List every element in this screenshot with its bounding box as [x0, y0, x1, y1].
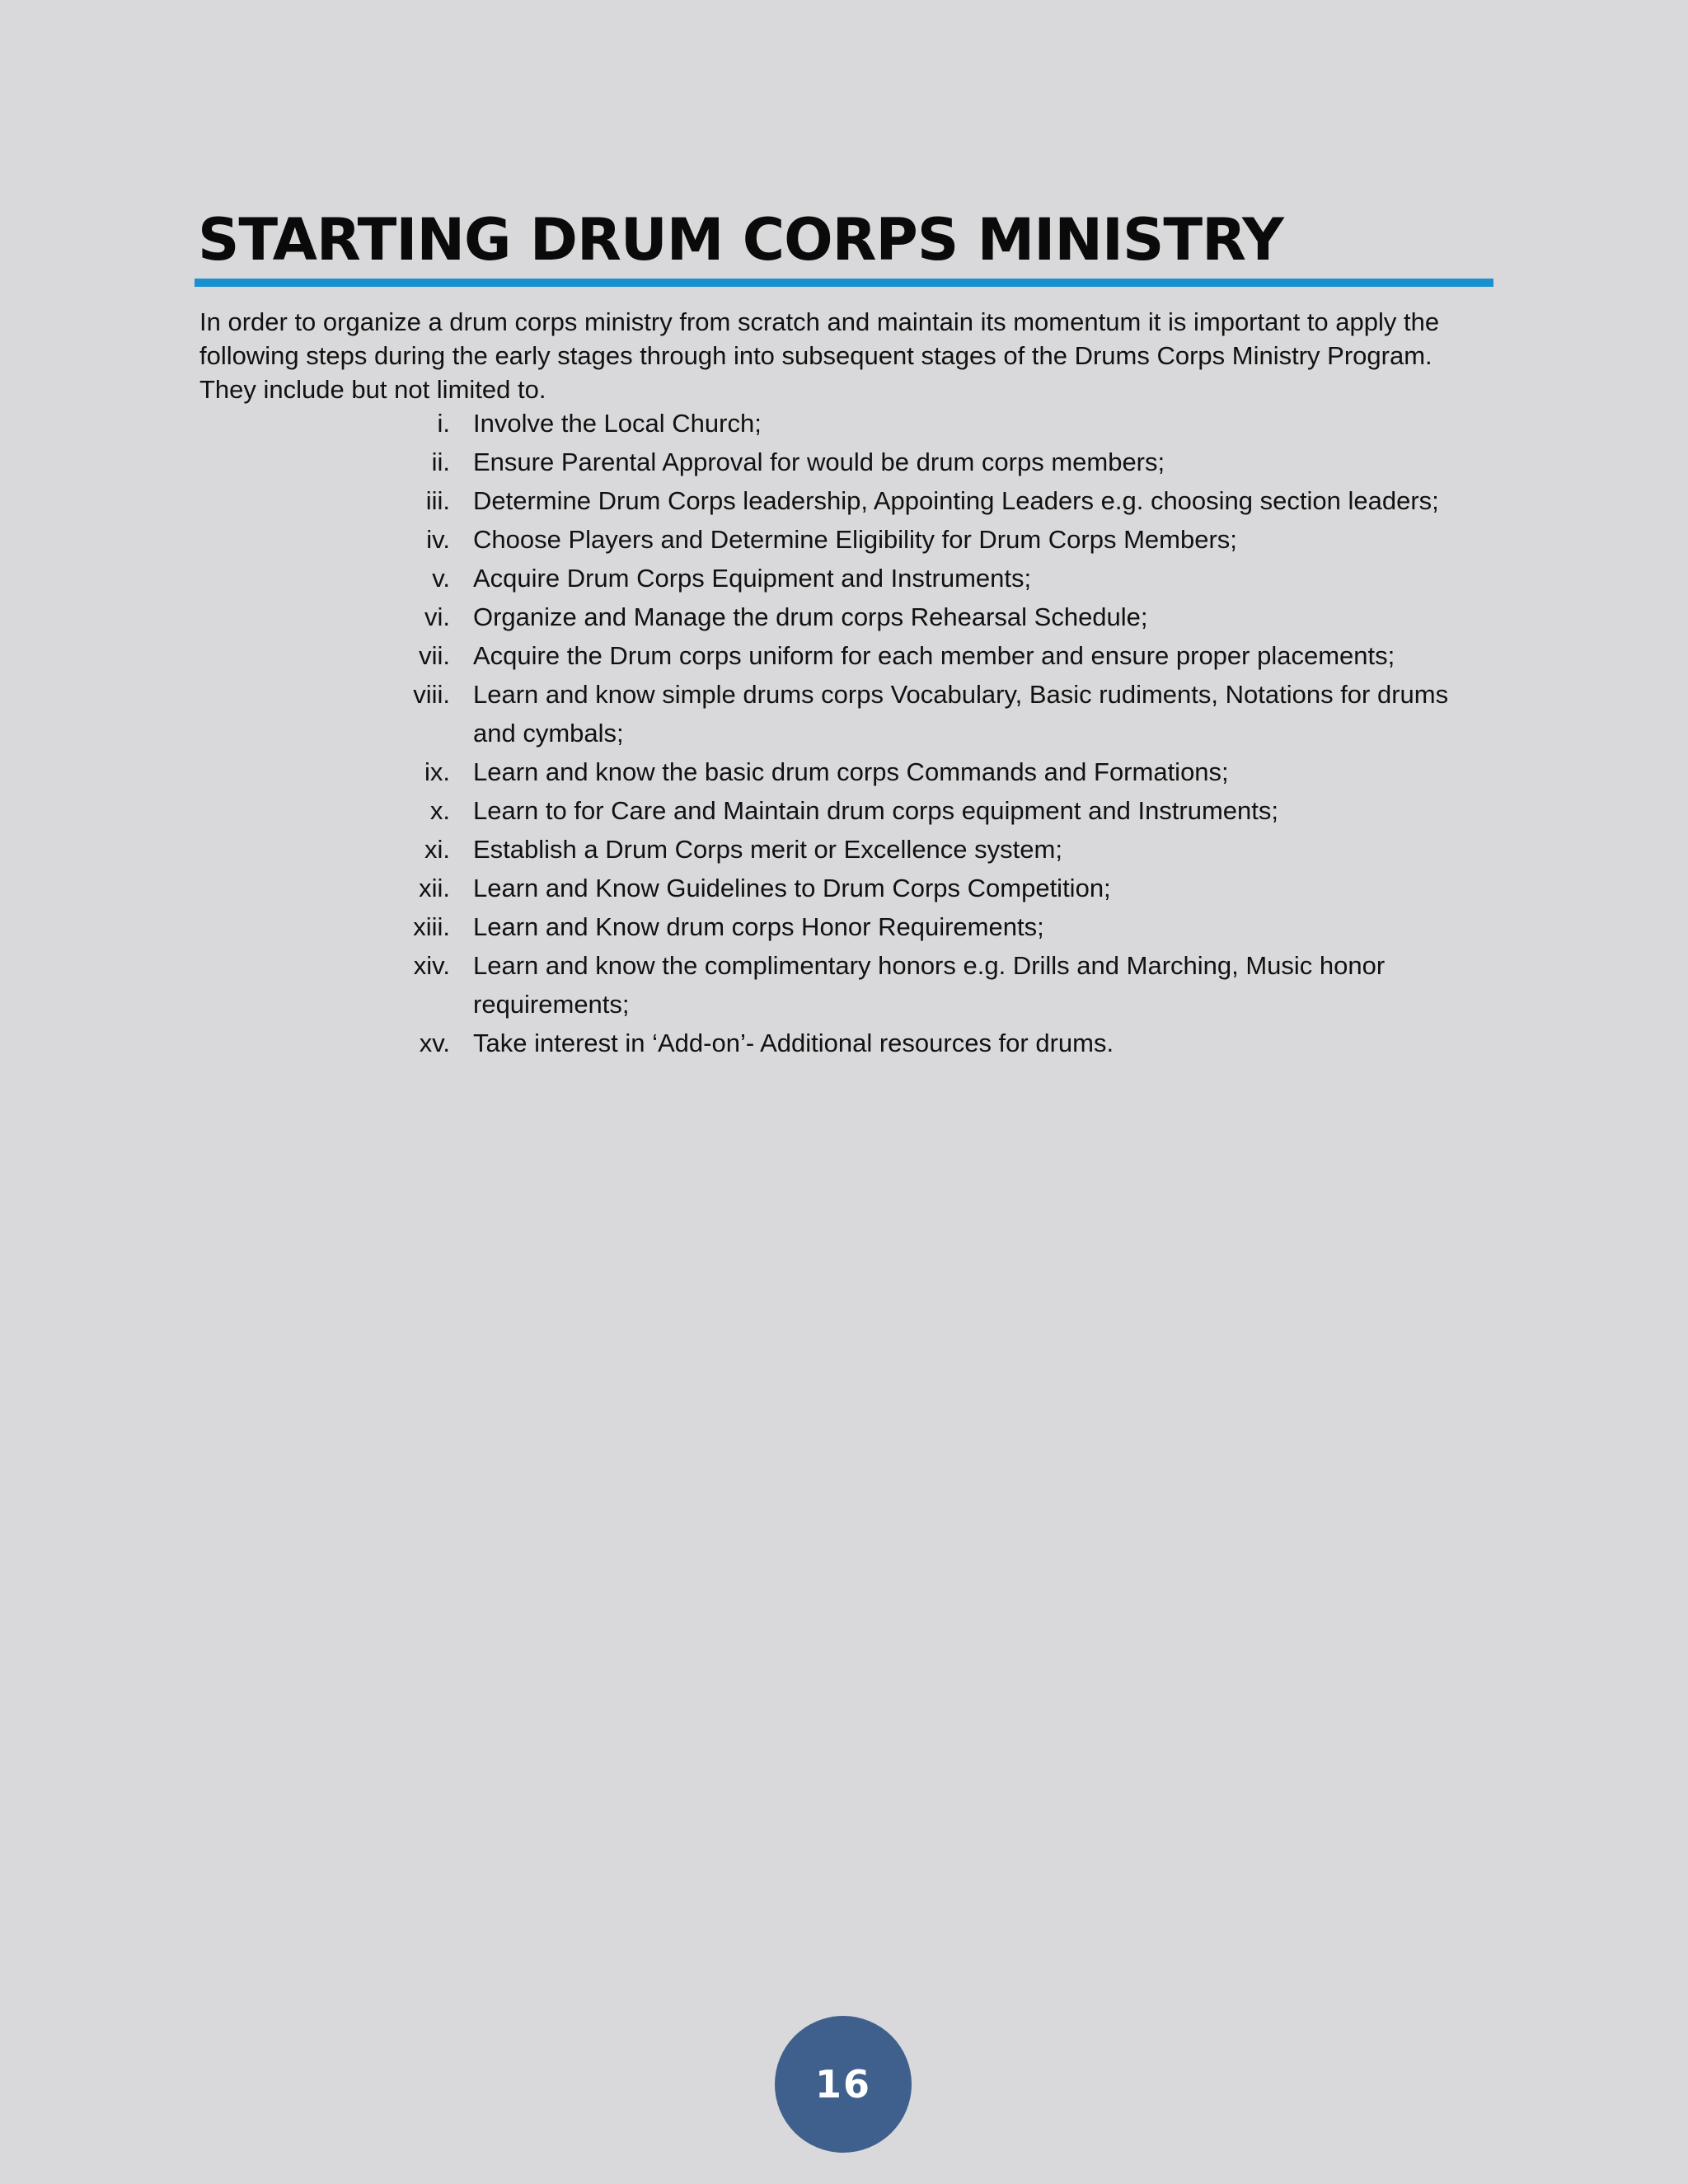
page-title: STARTING DRUM CORPS MINISTRY [198, 206, 1283, 274]
list-item-text: Involve the Local Church; [473, 409, 762, 438]
list-item [396, 869, 1492, 907]
list-item [396, 675, 1492, 752]
list-item-text: Choose Players and Determine Eligibility for Drum Corps Members; [473, 525, 1237, 554]
list-item-text: Determine Drum Corps leadership, Appointing Leaders e.g. choosing section leaders; [473, 486, 1439, 515]
list-item [396, 520, 1492, 559]
list-item [396, 791, 1492, 830]
list-item [396, 907, 1492, 946]
list-item-number: vi. [424, 602, 450, 631]
list-item [396, 752, 1492, 791]
list-item [396, 946, 1492, 1024]
list-item-text: Learn and Know Guidelines to Drum Corps Competition; [473, 874, 1111, 902]
list-item-text: Establish a Drum Corps merit or Excellence system; [473, 835, 1062, 864]
page-number: 16 [814, 2062, 871, 2107]
list-item-number: xiii. [413, 912, 450, 941]
list-item-text: Ensure Parental Approval for would be drum corps members; [473, 448, 1165, 476]
list-item-text: Learn and Know drum corps Honor Requirements; [473, 912, 1044, 941]
list-item-number: vii. [419, 641, 450, 670]
list-item-number: v. [432, 564, 450, 593]
list-item-number: iii. [425, 486, 450, 515]
list-item-text: Learn and know the complimentary honors e.g. Drills and Marching, Music honor requirements; [473, 951, 1386, 1019]
list-item-number: xiv. [413, 951, 450, 980]
list-item-text: Organize and Manage the drum corps Rehearsal Schedule; [473, 602, 1148, 631]
list-item [396, 443, 1492, 481]
list-item-text: Take interest in ‘Add-on’- Additional resources for drums. [473, 1029, 1114, 1057]
page-number-badge [775, 2016, 912, 2153]
intro-paragraph: In order to organize a drum corps ministry from scratch and maintain its momentum it is important to apply the following steps during the early stages through into subsequent stages of the Drums Corps Ministry Program. They include but not limited to. [199, 307, 1440, 404]
list-item-number: x. [429, 796, 450, 825]
list-item-text: Learn and know the basic drum corps Commands and Formations; [473, 757, 1229, 786]
list-item-number: iv. [426, 525, 450, 554]
title-underline [195, 279, 1493, 287]
list-item [396, 830, 1492, 869]
list-item [396, 481, 1492, 520]
list-item-number: xii. [419, 874, 450, 902]
list-item [396, 636, 1492, 675]
list-item-number: i. [437, 409, 450, 438]
list-item-number: ix. [424, 757, 450, 786]
list-item [396, 598, 1492, 636]
list-item-text: Acquire Drum Corps Equipment and Instruments; [473, 564, 1032, 593]
list-item-number: xi. [424, 835, 450, 864]
list-item-number: ii. [431, 448, 450, 476]
list-item [396, 559, 1492, 598]
list-item-number: viii. [413, 680, 450, 709]
list-item-text: Acquire the Drum corps uniform for each member and ensure proper placements; [473, 641, 1395, 670]
list-item-text: Learn and know simple drums corps Vocabulary, Basic rudiments, Notations for drums and cymbals; [473, 680, 1449, 748]
steps-list [396, 404, 1492, 1062]
list-item [396, 404, 1492, 443]
list-item-text: Learn to for Care and Maintain drum corps equipment and Instruments; [473, 796, 1279, 825]
list-item [396, 1024, 1492, 1062]
list-item-number: xv. [419, 1029, 450, 1057]
